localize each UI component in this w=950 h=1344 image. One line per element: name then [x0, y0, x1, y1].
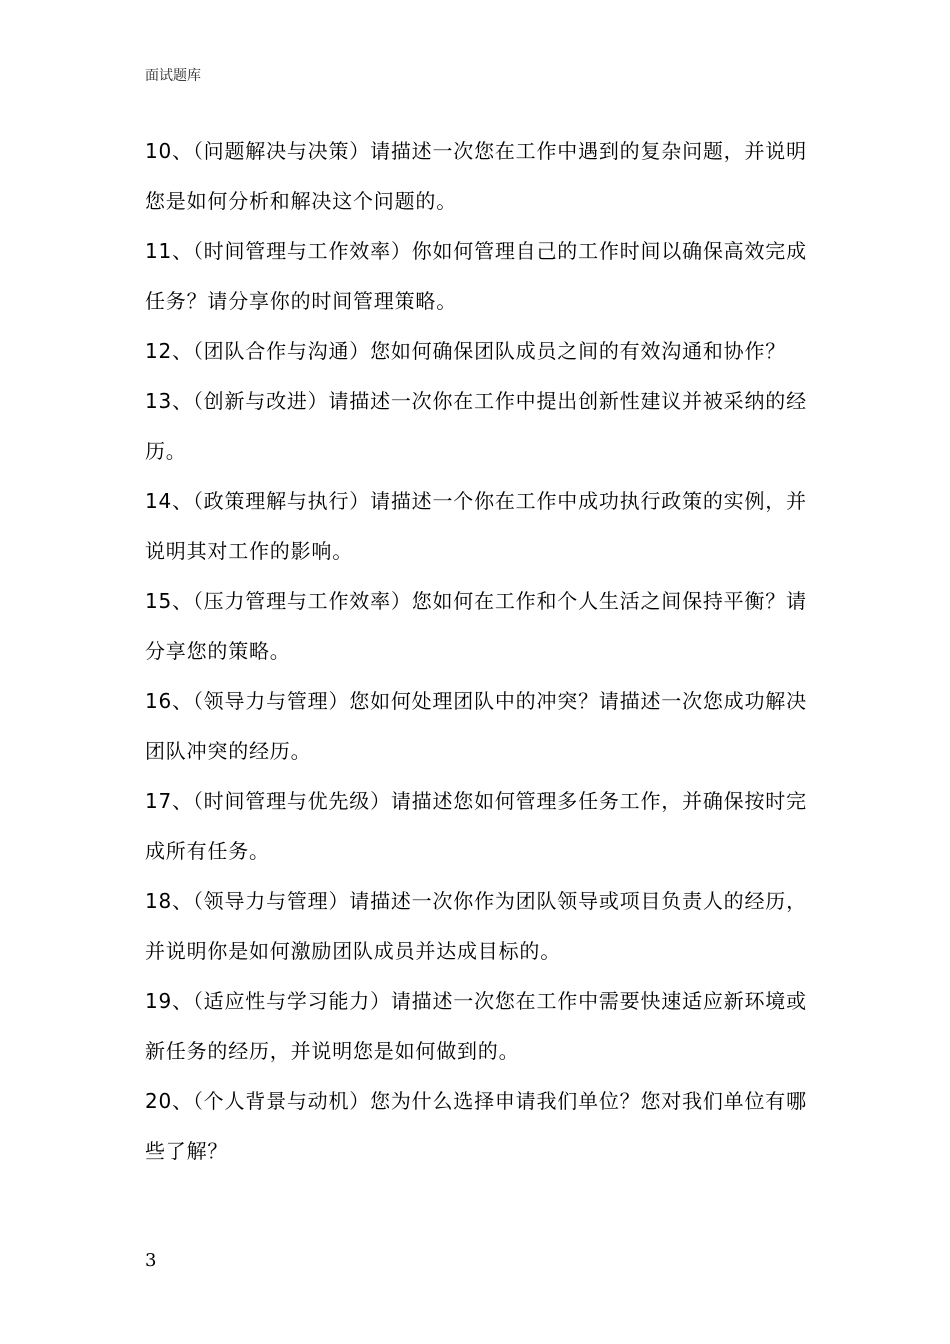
question-category: （个人背景与动机） [192, 1089, 371, 1113]
question-separator: 、 [172, 1089, 193, 1113]
question-separator: 、 [172, 689, 193, 713]
question-text: 您如何在工作和个人生活之间保持平衡？请分享您的策略。 [145, 589, 807, 663]
question-number: 10 [145, 139, 173, 163]
question-item [145, 226, 810, 326]
question-category: （时间管理与优先级） [192, 789, 391, 813]
question-separator: 、 [172, 239, 193, 263]
question-item [145, 1076, 810, 1176]
question-separator: 、 [172, 339, 193, 363]
question-separator: 、 [172, 889, 193, 913]
question-number: 12 [145, 339, 173, 363]
question-category: （团队合作与沟通） [192, 339, 371, 363]
question-category: （领导力与管理） [192, 689, 350, 713]
question-text: 请描述一次您在工作中需要快速适应新环境或新任务的经历，并说明您是如何做到的。 [145, 989, 807, 1063]
question-item [145, 476, 810, 576]
question-text: 请描述一次你在工作中提出创新性建议并被采纳的经历。 [145, 389, 807, 463]
page-header-title: 面试题库 [145, 68, 201, 84]
question-text: 请描述一次您在工作中遇到的复杂问题，并说明您是如何分析和解决这个问题的。 [145, 139, 807, 213]
question-item [145, 126, 810, 226]
question-item [145, 376, 810, 476]
question-number: 13 [145, 389, 173, 413]
question-number: 11 [145, 239, 173, 263]
question-number: 20 [145, 1089, 173, 1113]
question-item [145, 676, 810, 776]
question-category: （领导力与管理） [192, 889, 350, 913]
question-separator: 、 [172, 389, 193, 413]
question-separator: 、 [172, 489, 193, 513]
question-item [145, 576, 810, 676]
question-number: 16 [145, 689, 173, 713]
question-separator: 、 [172, 989, 193, 1013]
question-text: 您如何确保团队成员之间的有效沟通和协作？ [370, 339, 787, 363]
question-text: 你如何管理自己的工作时间以确保高效完成任务？请分享你的时间管理策略。 [145, 239, 807, 313]
question-number: 14 [145, 489, 173, 513]
question-separator: 、 [172, 139, 193, 163]
question-category: （适应性与学习能力） [192, 989, 391, 1013]
question-text: 请描述一个你在工作中成功执行政策的实例，并说明其对工作的影响。 [145, 489, 807, 563]
question-text: 请描述您如何管理多任务工作，并确保按时完成所有任务。 [145, 789, 807, 863]
question-category: （时间管理与工作效率） [192, 239, 412, 263]
question-text: 请描述一次你作为团队领导或项目负责人的经历，并说明你是如何激励团队成员并达成目标的。 [145, 889, 807, 963]
question-category: （创新与改进） [192, 389, 329, 413]
question-item [145, 326, 810, 376]
question-number: 15 [145, 589, 173, 613]
question-item [145, 776, 810, 876]
question-item [145, 876, 810, 976]
question-category: （压力管理与工作效率） [192, 589, 412, 613]
question-list [145, 126, 810, 1176]
question-number: 17 [145, 789, 173, 813]
question-number: 18 [145, 889, 173, 913]
question-item [145, 976, 810, 1076]
question-separator: 、 [172, 789, 193, 813]
question-separator: 、 [172, 589, 193, 613]
question-category: （政策理解与执行） [192, 489, 371, 513]
question-text: 您如何处理团队中的冲突？请描述一次您成功解决团队冲突的经历。 [145, 689, 807, 763]
question-text: 您为什么选择申请我们单位？您对我们单位有哪些了解？ [145, 1089, 807, 1163]
question-number: 19 [145, 989, 173, 1013]
question-category: （问题解决与决策） [192, 139, 371, 163]
page-number: 3 [145, 1250, 157, 1271]
